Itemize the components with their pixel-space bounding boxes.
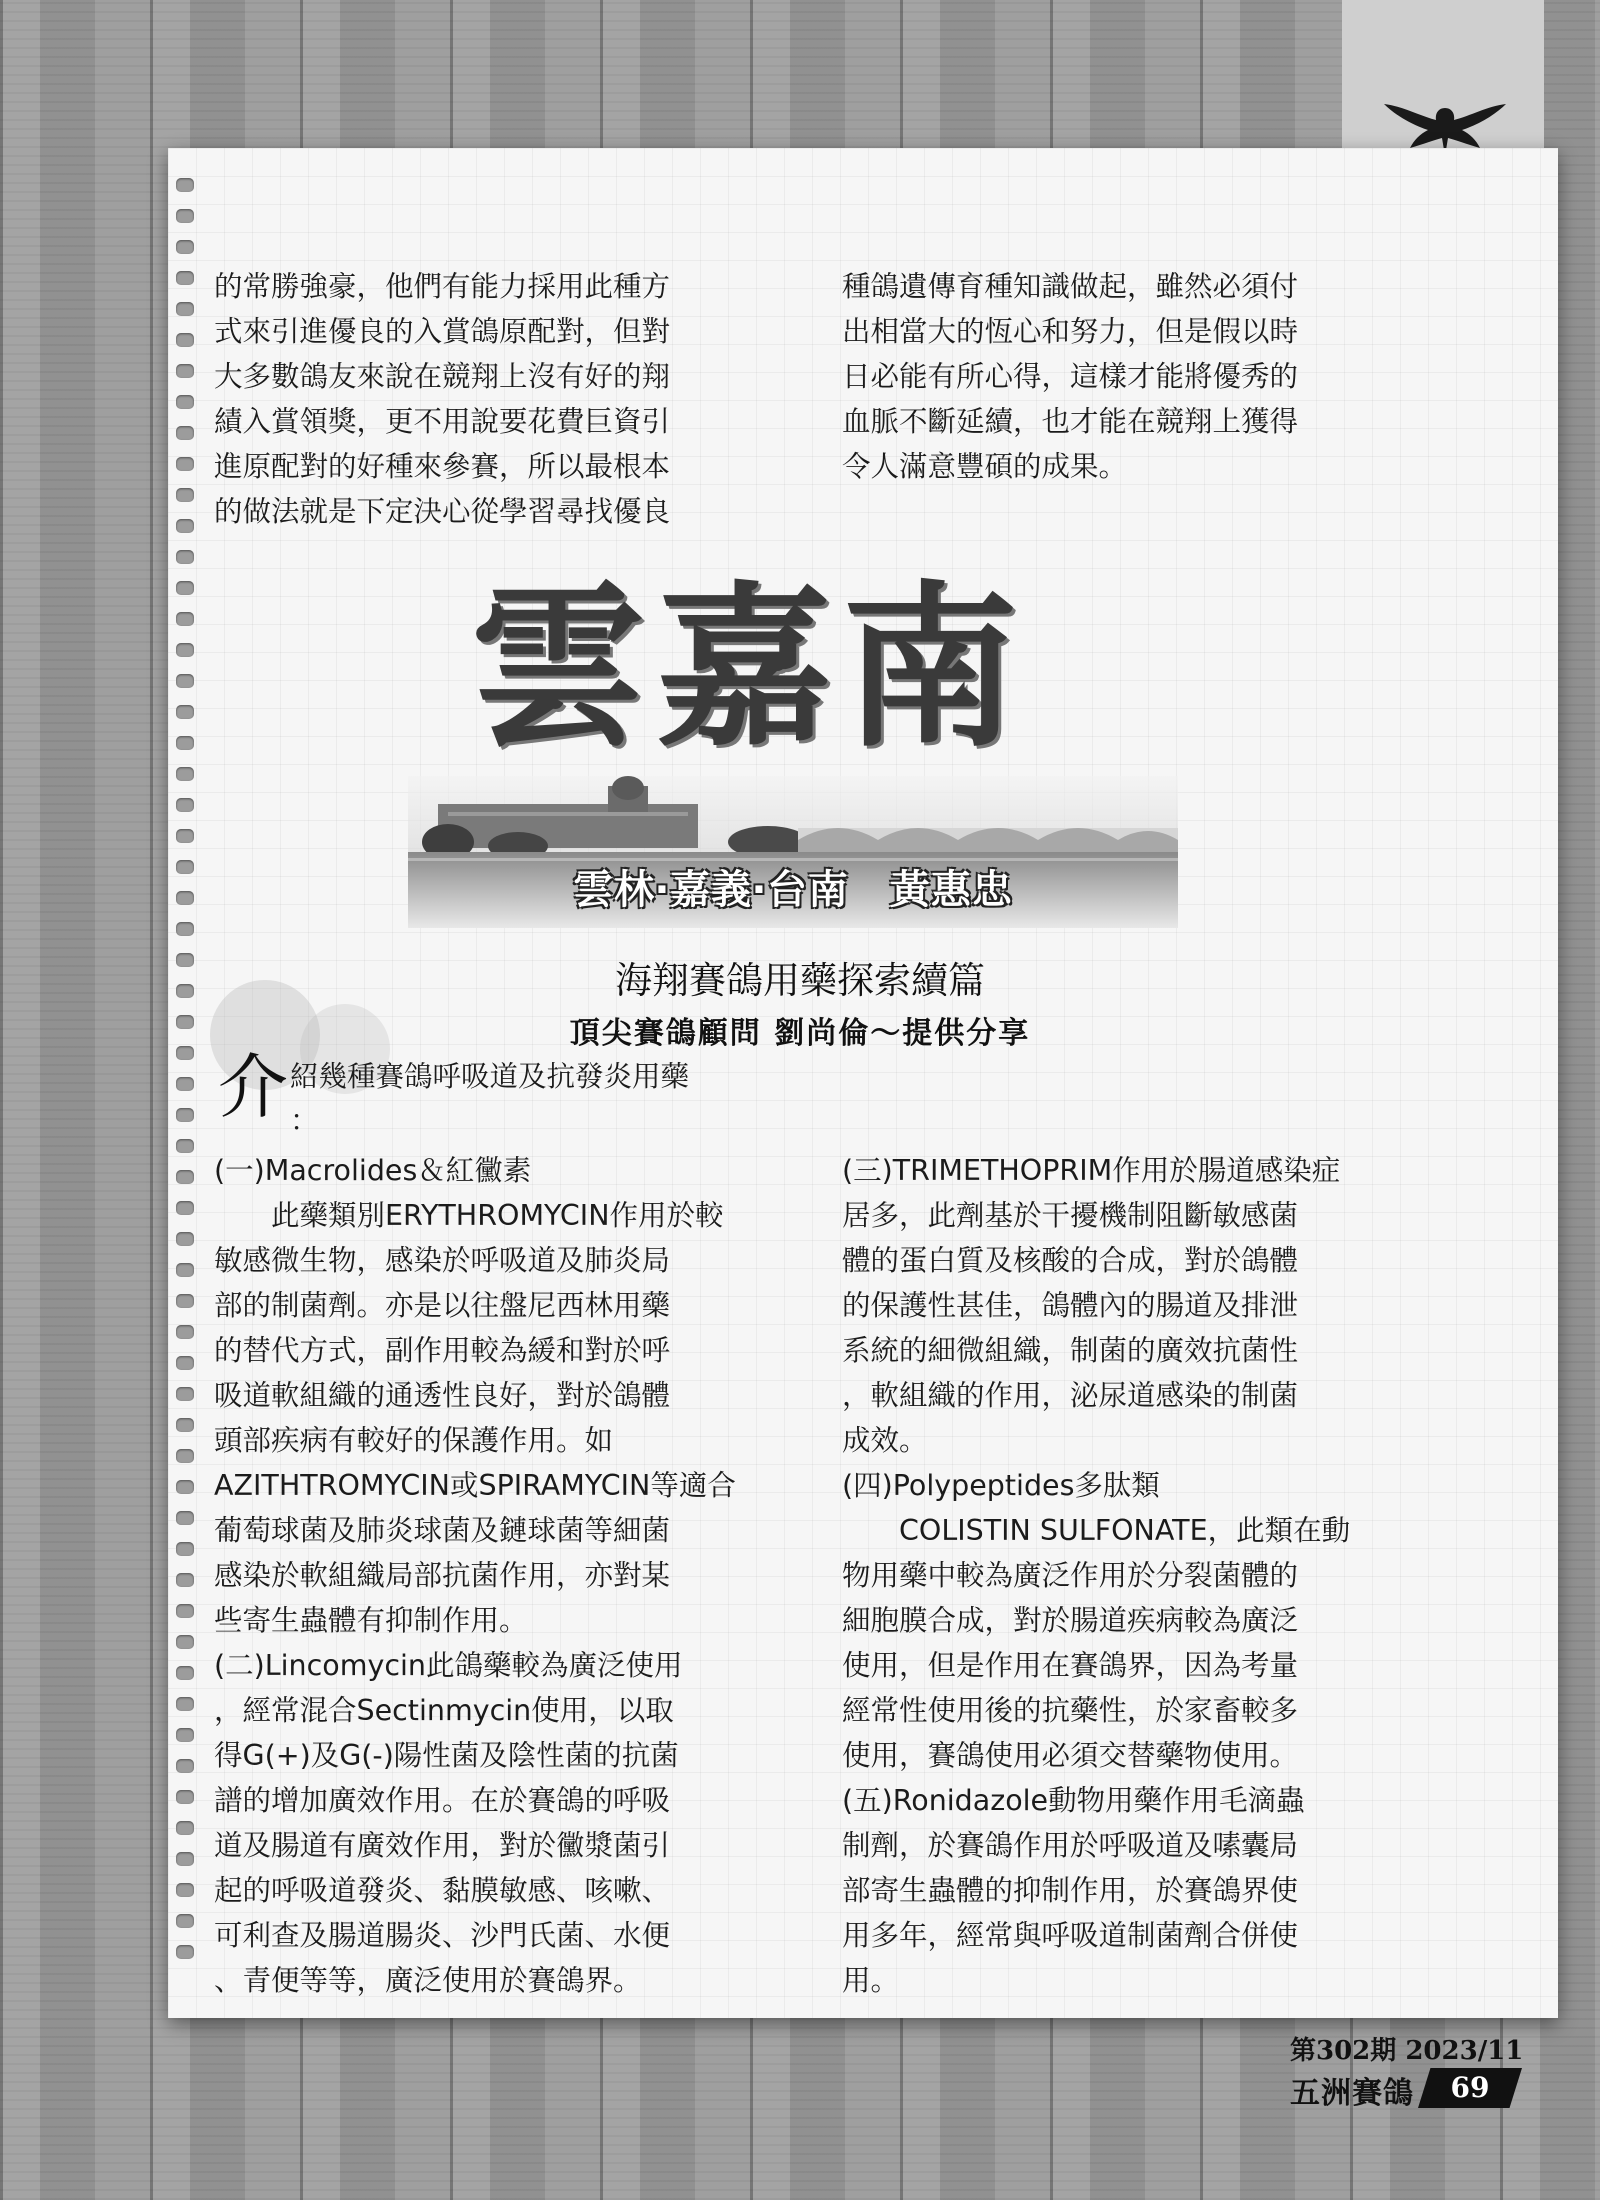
text-line: 葡萄球菌及肺炎球菌及鏈球菌等細菌: [214, 1514, 671, 1547]
text-line: 敏感微生物，感染於呼吸道及肺炎局: [214, 1244, 671, 1277]
binder-hole: [176, 1294, 194, 1308]
binder-hole: [176, 643, 194, 657]
text-line: 系統的細微組織，制菌的廣效抗菌性: [842, 1334, 1299, 1367]
text-line: 道及腸道有廣效作用，對於黴漿菌引: [214, 1829, 671, 1862]
binder-hole: [176, 1914, 194, 1928]
text-line: 居多，此劑基於干擾機制阻斷敏感菌: [842, 1199, 1299, 1232]
text-line: 使用，賽鴿使用必須交替藥物使用。: [842, 1739, 1299, 1772]
binder-hole: [176, 302, 194, 316]
binder-hole: [176, 333, 194, 347]
text-line: 部寄生蟲體的抑制作用，於賽鴿界使: [842, 1874, 1299, 1907]
body-right-column: [842, 1148, 1402, 2003]
text-line: 經常性使用後的抗藥性，於家畜較多: [842, 1694, 1299, 1727]
text-line: 制劑，於賽鴿作用於呼吸道及嗉囊局: [842, 1829, 1299, 1862]
binder-hole: [176, 1697, 194, 1711]
text-line: 的替代方式，副作用較為緩和對於呼: [214, 1334, 671, 1367]
text-line: 部的制菌劑。亦是以往盤尼西林用藥: [214, 1289, 671, 1322]
issue-label: 第302期 2023/11: [1290, 2036, 1524, 2066]
binder-hole: [176, 767, 194, 781]
binder-hole: [176, 1015, 194, 1029]
body-left-column: [214, 1148, 774, 2003]
text-line: 的保護性甚佳，鴿體內的腸道及排泄: [842, 1289, 1299, 1322]
binder-hole: [176, 1325, 194, 1339]
text-line: 的常勝強豪，他們有能力採用此種方: [214, 270, 671, 303]
top-right-column: [842, 264, 1402, 489]
binder-hole: [176, 1573, 194, 1587]
text-line: 頭部疾病有較好的保護作用。如: [214, 1424, 614, 1457]
binder-hole: [176, 1108, 194, 1122]
text-line: (三)TRIMETHOPRIM作用於腸道感染症: [842, 1154, 1341, 1187]
text-line: 可利查及腸道腸炎、沙門氏菌、水便: [214, 1919, 671, 1952]
text-line: 吸道軟組織的通透性良好，對於鴿體: [214, 1379, 671, 1412]
text-line: 種鴿遺傳育種知識做起，雖然必須付: [842, 270, 1299, 303]
binder-hole: [176, 1418, 194, 1432]
binder-hole: [176, 736, 194, 750]
binder-hole: [176, 1728, 194, 1742]
binder-hole: [176, 1883, 194, 1897]
binder-hole: [176, 953, 194, 967]
binder-hole: [176, 1480, 194, 1494]
text-line: (四)Polypeptides多肽類: [842, 1469, 1160, 1502]
binder-hole: [176, 240, 194, 254]
binder-hole: [176, 1759, 194, 1773]
binder-hole: [176, 674, 194, 688]
binder-hole: [176, 457, 194, 471]
text-line: 細胞膜合成，對於腸道疾病較為廣泛: [842, 1604, 1299, 1637]
binder-hole: [176, 1945, 194, 1959]
text-line: 、青便等等，廣泛使用於賽鴿界。: [214, 1964, 642, 1997]
binder-hole: [176, 426, 194, 440]
text-line: 物用藥中較為廣泛作用於分裂菌體的: [842, 1559, 1299, 1592]
binder-hole: [176, 891, 194, 905]
binder-hole: [176, 1821, 194, 1835]
text-line: 日必能有所心得，這樣才能將優秀的: [842, 360, 1299, 393]
binder-hole: [176, 209, 194, 223]
text-line: 式來引進優良的入賞鴿原配對，但對: [214, 315, 671, 348]
text-line: ，經常混合Sectinmycin使用，以取: [214, 1694, 674, 1727]
text-line: 使用，但是作用在賽鴿界，因為考量: [842, 1649, 1299, 1682]
binder-hole: [176, 829, 194, 843]
binder-hole: [176, 612, 194, 626]
binder-hole: [176, 922, 194, 936]
text-line: 大多數鴿友來說在競翔上沒有好的翔: [214, 360, 671, 393]
calligraphy-title: 雲嘉南: [470, 564, 1029, 771]
text-line: 血脈不斷延續，也才能在競翔上獲得: [842, 405, 1299, 438]
text-line: 進原配對的好種來參賽，所以最根本: [214, 450, 671, 483]
text-line: 成效。: [842, 1424, 928, 1457]
text-line: 出相當大的恆心和努力，但是假以時: [842, 315, 1299, 348]
text-line: 得G(+)及G(-)陽性菌及陰性菌的抗菌: [214, 1739, 679, 1772]
binder-hole: [176, 1263, 194, 1277]
text-line: AZITHTROMYCIN或SPIRAMYCIN等適合: [214, 1469, 736, 1502]
binder-hole: [176, 1201, 194, 1215]
intro-line: 紹幾種賽鴿呼吸道及抗發炎用藥: [290, 1060, 690, 1093]
binder-hole: [176, 550, 194, 564]
text-line: 的做法就是下定決心從學習尋找優良: [214, 495, 671, 528]
binder-hole: [176, 178, 194, 192]
text-line: (一)Macrolides＆紅黴素: [214, 1154, 532, 1187]
binder-hole: [176, 1139, 194, 1153]
binder-hole: [176, 1356, 194, 1370]
magazine-brand: 五洲賽鴿: [1290, 2076, 1414, 2111]
binder-holes: [176, 178, 200, 1978]
text-line: 此藥類別ERYTHROMYCIN作用於較: [271, 1199, 724, 1232]
author-banner: 雲林‧嘉義‧台南 黃惠忠: [573, 867, 1013, 913]
text-line: 用。: [842, 1964, 900, 1997]
text-line: 起的呼吸道發炎、黏膜敏感、咳嗽、: [214, 1874, 671, 1907]
binder-hole: [176, 364, 194, 378]
binder-hole: [176, 271, 194, 285]
binder-hole: [176, 581, 194, 595]
binder-hole: [176, 1077, 194, 1091]
text-line: 感染於軟組織局部抗菌作用，亦對某: [214, 1559, 671, 1592]
text-line: 些寄生蟲體有抑制作用。: [214, 1604, 528, 1637]
binder-hole: [176, 984, 194, 998]
text-line: COLISTIN SULFONATE，此類在動: [899, 1514, 1351, 1547]
binder-hole: [176, 705, 194, 719]
text-line: (二)Lincomycin此鴿藥較為廣泛使用: [214, 1649, 683, 1682]
binder-hole: [176, 1790, 194, 1804]
text-line: ，軟組織的作用，泌尿道感染的制菌: [842, 1379, 1299, 1412]
binder-hole: [176, 1449, 194, 1463]
drop-cap: 介: [218, 1046, 288, 1128]
text-line: 績入賞領獎，更不用說要花費巨資引: [214, 405, 671, 438]
text-line: 令人滿意豐碩的成果。: [842, 450, 1128, 483]
binder-hole: [176, 1046, 194, 1060]
top-left-column: [214, 264, 774, 534]
text-line: (五)Ronidazole動物用藥作用毛滴蟲: [842, 1784, 1305, 1817]
text-line: 譜的增加廣效作用。在於賽鴿的呼吸: [214, 1784, 671, 1817]
binder-hole: [176, 1511, 194, 1525]
binder-hole: [176, 1170, 194, 1184]
binder-hole: [176, 860, 194, 874]
binder-hole: [176, 1387, 194, 1401]
binder-hole: [176, 395, 194, 409]
binder-hole: [176, 1852, 194, 1866]
article-subtitle: 海翔賽鴿用藥探索續篇: [615, 959, 985, 1002]
binder-hole: [176, 488, 194, 502]
text-line: 體的蛋白質及核酸的合成，對於鴿體: [842, 1244, 1299, 1277]
binder-hole: [176, 519, 194, 533]
text-line: 用多年，經常與呼吸道制菌劑合併使: [842, 1919, 1299, 1952]
binder-hole: [176, 1666, 194, 1680]
binder-hole: [176, 798, 194, 812]
binder-hole: [176, 1232, 194, 1246]
binder-hole: [176, 1604, 194, 1618]
page-number: 69: [1450, 2071, 1490, 2104]
intro-line: ：: [290, 1104, 319, 1137]
binder-hole: [176, 1635, 194, 1649]
binder-hole: [176, 1542, 194, 1556]
article-credit: 頂尖賽鴿顧問 劉尚倫～提供分享: [569, 1016, 1031, 1051]
